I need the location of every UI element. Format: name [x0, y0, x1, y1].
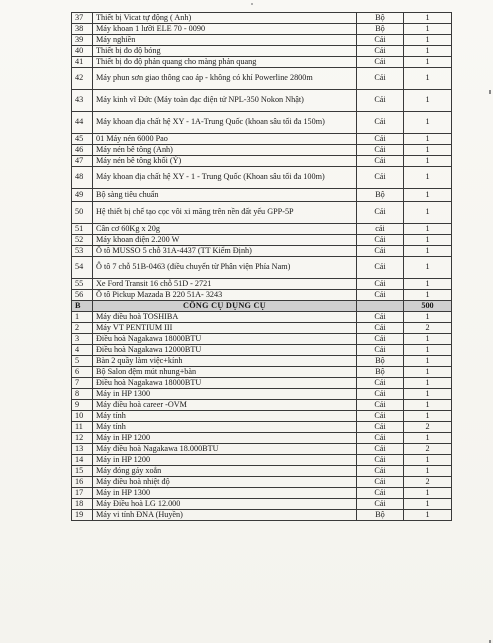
- unit-cell: Cái: [357, 389, 404, 400]
- quantity-cell: 1: [404, 356, 452, 367]
- row-number-cell: 53: [72, 246, 93, 257]
- row-number-cell: 18: [72, 499, 93, 510]
- unit-cell: Cái: [357, 466, 404, 477]
- row-number-cell: 8: [72, 389, 93, 400]
- item-name-cell: Máy nghiền: [93, 35, 357, 46]
- quantity-cell: 1: [404, 46, 452, 57]
- table-row: [72, 134, 452, 145]
- item-name-cell: Cân cơ 60Kg x 20g: [93, 224, 357, 235]
- table-row: [72, 24, 452, 35]
- quantity-cell: 1: [404, 112, 452, 134]
- quantity-cell: 1: [404, 312, 452, 323]
- unit-cell: Cái: [357, 477, 404, 488]
- row-number-cell: 49: [72, 189, 93, 202]
- row-number-cell: 17: [72, 488, 93, 499]
- unit-cell: Bộ: [357, 367, 404, 378]
- table-row: [72, 334, 452, 345]
- unit-cell: Cái: [357, 156, 404, 167]
- unit-cell: Cái: [357, 323, 404, 334]
- row-number-cell: 1: [72, 312, 93, 323]
- quantity-cell: 1: [404, 400, 452, 411]
- table-row: [72, 422, 452, 433]
- table-row: [72, 235, 452, 246]
- quantity-cell: 2: [404, 422, 452, 433]
- item-name-cell: Máy đóng gáy xoắn: [93, 466, 357, 477]
- quantity-cell: 1: [404, 57, 452, 68]
- table-row: [72, 13, 452, 24]
- quantity-cell: 1: [404, 246, 452, 257]
- quantity-cell: 1: [404, 224, 452, 235]
- quantity-cell: 1: [404, 202, 452, 224]
- row-number-cell: 55: [72, 279, 93, 290]
- item-name-cell: Máy khoan địa chất hệ XY - 1A-Trung Quốc (khoan sâu tối đa 150m): [93, 112, 357, 134]
- quantity-cell: 1: [404, 145, 452, 156]
- quantity-cell: 1: [404, 24, 452, 35]
- item-name-cell: Máy Điều hoà LG 12.000: [93, 499, 357, 510]
- unit-cell: Cái: [357, 35, 404, 46]
- section-row: [72, 301, 452, 312]
- item-name-cell: Bàn 2 quầy làm việc+kính: [93, 356, 357, 367]
- row-number-cell: 10: [72, 411, 93, 422]
- quantity-cell: 1: [404, 389, 452, 400]
- item-name-cell: Máy nén bê tông (Anh): [93, 145, 357, 156]
- quantity-cell: 1: [404, 90, 452, 112]
- quantity-cell: 1: [404, 35, 452, 46]
- row-number-cell: 4: [72, 345, 93, 356]
- item-name-cell: Máy điều hoà Nagakawa 18.000BTU: [93, 444, 357, 455]
- unit-cell: Cái: [357, 90, 404, 112]
- unit-cell: Cái: [357, 257, 404, 279]
- quantity-cell: 500: [404, 301, 452, 312]
- table-row: [72, 189, 452, 202]
- unit-cell: Cái: [357, 433, 404, 444]
- table-row: [72, 290, 452, 301]
- row-number-cell: 56: [72, 290, 93, 301]
- table-row: [72, 156, 452, 167]
- row-number-cell: 5: [72, 356, 93, 367]
- table-row: [72, 167, 452, 189]
- table-row: [72, 224, 452, 235]
- unit-cell: Bộ: [357, 510, 404, 521]
- quantity-cell: 1: [404, 134, 452, 145]
- unit-cell: Cái: [357, 400, 404, 411]
- unit-cell: Bộ: [357, 13, 404, 24]
- unit-cell: Cái: [357, 145, 404, 156]
- table-row: [72, 433, 452, 444]
- table-row: [72, 112, 452, 134]
- row-number-cell: 42: [72, 68, 93, 90]
- unit-cell: Cái: [357, 499, 404, 510]
- item-name-cell: Máy phun sơn giao thông cao áp - không có khí Powerline 2800m: [93, 68, 357, 90]
- item-name-cell: Máy nén bê tông khối (Ý): [93, 156, 357, 167]
- table-row: [72, 356, 452, 367]
- scan-edge-mark: [489, 90, 491, 94]
- unit-cell: Cái: [357, 290, 404, 301]
- item-name-cell: Bộ sàng tiêu chuẩn: [93, 189, 357, 202]
- item-name-cell: Máy khoan 1 lưỡi ELE 70 - 0090: [93, 24, 357, 35]
- item-name-cell: Thiết bị đo độ bóng: [93, 46, 357, 57]
- quantity-cell: 1: [404, 367, 452, 378]
- table-row: [72, 389, 452, 400]
- unit-cell: Cái: [357, 246, 404, 257]
- row-number-cell: 7: [72, 378, 93, 389]
- quantity-cell: 1: [404, 156, 452, 167]
- quantity-cell: 1: [404, 167, 452, 189]
- item-name-cell: Máy khoan địa chất hệ XY - 1 - Trung Quốc (Khoan sâu tối đa 100m): [93, 167, 357, 189]
- table-row: [72, 279, 452, 290]
- item-name-cell: CÔNG CỤ DỤNG CỤ: [93, 301, 357, 312]
- row-number-cell: 19: [72, 510, 93, 521]
- unit-cell: Cái: [357, 378, 404, 389]
- quantity-cell: 1: [404, 455, 452, 466]
- row-number-cell: 45: [72, 134, 93, 145]
- quantity-cell: 1: [404, 189, 452, 202]
- quantity-cell: 1: [404, 235, 452, 246]
- item-name-cell: Máy VT PENTIUM III: [93, 323, 357, 334]
- row-number-cell: 41: [72, 57, 93, 68]
- table-row: [72, 202, 452, 224]
- table-row: [72, 57, 452, 68]
- unit-cell: Cái: [357, 68, 404, 90]
- row-number-cell: 2: [72, 323, 93, 334]
- unit-cell: Cái: [357, 411, 404, 422]
- quantity-cell: 1: [404, 378, 452, 389]
- unit-cell: Cái: [357, 422, 404, 433]
- row-number-cell: 37: [72, 13, 93, 24]
- table-row: [72, 378, 452, 389]
- item-name-cell: Máy in HP 1200: [93, 433, 357, 444]
- unit-cell: Bộ: [357, 356, 404, 367]
- item-name-cell: Máy in HP 1200: [93, 455, 357, 466]
- unit-cell: Cái: [357, 455, 404, 466]
- item-name-cell: 01 Máy nén 6000 Pao: [93, 134, 357, 145]
- item-name-cell: Máy vi tính ĐNA (Huyền): [93, 510, 357, 521]
- item-name-cell: Máy in HP 1300: [93, 389, 357, 400]
- table-row: [72, 411, 452, 422]
- item-name-cell: Máy in HP 1300: [93, 488, 357, 499]
- quantity-cell: 1: [404, 68, 452, 90]
- row-number-cell: 6: [72, 367, 93, 378]
- row-number-cell: 48: [72, 167, 93, 189]
- scan-speck: [251, 3, 253, 5]
- table-row: [72, 488, 452, 499]
- unit-cell: cái: [357, 224, 404, 235]
- table-row: [72, 35, 452, 46]
- row-number-cell: 16: [72, 477, 93, 488]
- table-row: [72, 46, 452, 57]
- quantity-cell: 1: [404, 13, 452, 24]
- table-row: [72, 90, 452, 112]
- item-name-cell: Máy điều hoà TOSHIBA: [93, 312, 357, 323]
- row-number-cell: 40: [72, 46, 93, 57]
- row-number-cell: 46: [72, 145, 93, 156]
- row-number-cell: 44: [72, 112, 93, 134]
- row-number-cell: 15: [72, 466, 93, 477]
- item-name-cell: Thiết bị đo độ phản quang cho màng phản quang: [93, 57, 357, 68]
- table-row: [72, 444, 452, 455]
- item-name-cell: Máy khoan điện 2.200 W: [93, 235, 357, 246]
- unit-cell: Cái: [357, 235, 404, 246]
- item-name-cell: Máy điều hoà nhiệt độ: [93, 477, 357, 488]
- table-row: [72, 367, 452, 378]
- item-name-cell: Máy kinh vĩ Đức (Máy toàn đạc điện tử NPL-350 Nokon Nhật): [93, 90, 357, 112]
- item-name-cell: Máy tính: [93, 411, 357, 422]
- unit-cell: Cái: [357, 112, 404, 134]
- quantity-cell: 1: [404, 466, 452, 477]
- table-row: [72, 510, 452, 521]
- item-name-cell: Máy tính: [93, 422, 357, 433]
- table-row: [72, 323, 452, 334]
- table-row: [72, 68, 452, 90]
- table-row: [72, 345, 452, 356]
- quantity-cell: 1: [404, 510, 452, 521]
- quantity-cell: 2: [404, 444, 452, 455]
- table-row: [72, 257, 452, 279]
- row-number-cell: 12: [72, 433, 93, 444]
- row-number-cell: 51: [72, 224, 93, 235]
- unit-cell: Cái: [357, 57, 404, 68]
- quantity-cell: 1: [404, 345, 452, 356]
- quantity-cell: 1: [404, 334, 452, 345]
- unit-cell: Bộ: [357, 24, 404, 35]
- row-number-cell: B: [72, 301, 93, 312]
- unit-cell: Cái: [357, 488, 404, 499]
- row-number-cell: 38: [72, 24, 93, 35]
- unit-cell: Bộ: [357, 189, 404, 202]
- unit-cell: Cái: [357, 134, 404, 145]
- row-number-cell: 43: [72, 90, 93, 112]
- item-name-cell: Bộ Salon đệm mút nhung+bàn: [93, 367, 357, 378]
- unit-cell: Cái: [357, 202, 404, 224]
- row-number-cell: 54: [72, 257, 93, 279]
- row-number-cell: 50: [72, 202, 93, 224]
- unit-cell: Cái: [357, 334, 404, 345]
- quantity-cell: 1: [404, 433, 452, 444]
- table-row: [72, 477, 452, 488]
- table-row: [72, 455, 452, 466]
- quantity-cell: 2: [404, 323, 452, 334]
- inventory-table-body: [72, 13, 452, 521]
- quantity-cell: 1: [404, 411, 452, 422]
- item-name-cell: Ô tô MUSSO 5 chỗ 31A-4437 (TT Kiểm Định): [93, 246, 357, 257]
- table-row: [72, 246, 452, 257]
- item-name-cell: Điều hoà Nagakawa 18000BTU: [93, 378, 357, 389]
- row-number-cell: 47: [72, 156, 93, 167]
- inventory-table: [71, 12, 452, 521]
- item-name-cell: Xe Ford Transit 16 chỗ 51D - 2721: [93, 279, 357, 290]
- quantity-cell: 1: [404, 488, 452, 499]
- table-row: [72, 145, 452, 156]
- unit-cell: Cái: [357, 279, 404, 290]
- quantity-cell: 1: [404, 257, 452, 279]
- item-name-cell: Máy điều hoà career -OVM: [93, 400, 357, 411]
- item-name-cell: Ô tô 7 chỗ 51B-0463 (điều chuyển từ Phân viện Phía Nam): [93, 257, 357, 279]
- row-number-cell: 14: [72, 455, 93, 466]
- item-name-cell: Điều hoà Nagakawa 12000BTU: [93, 345, 357, 356]
- unit-cell: Cái: [357, 345, 404, 356]
- quantity-cell: 1: [404, 279, 452, 290]
- table-row: [72, 499, 452, 510]
- item-name-cell: Ô tô Pickup Mazada B 220 51A- 3243: [93, 290, 357, 301]
- item-name-cell: Hệ thiết bị chế tạo cọc vôi xi măng trên nền đất yếu GPP-5P: [93, 202, 357, 224]
- row-number-cell: 13: [72, 444, 93, 455]
- unit-cell: [357, 301, 404, 312]
- table-row: [72, 312, 452, 323]
- row-number-cell: 52: [72, 235, 93, 246]
- row-number-cell: 39: [72, 35, 93, 46]
- item-name-cell: Thiết bị Vicat tự động ( Anh): [93, 13, 357, 24]
- unit-cell: Cái: [357, 312, 404, 323]
- table-row: [72, 466, 452, 477]
- table-row: [72, 400, 452, 411]
- unit-cell: Cái: [357, 167, 404, 189]
- quantity-cell: 1: [404, 499, 452, 510]
- item-name-cell: Điều hoà Nagakawa 18000BTU: [93, 334, 357, 345]
- row-number-cell: 3: [72, 334, 93, 345]
- unit-cell: Cái: [357, 444, 404, 455]
- quantity-cell: 2: [404, 477, 452, 488]
- unit-cell: Cái: [357, 46, 404, 57]
- row-number-cell: 9: [72, 400, 93, 411]
- row-number-cell: 11: [72, 422, 93, 433]
- quantity-cell: 1: [404, 290, 452, 301]
